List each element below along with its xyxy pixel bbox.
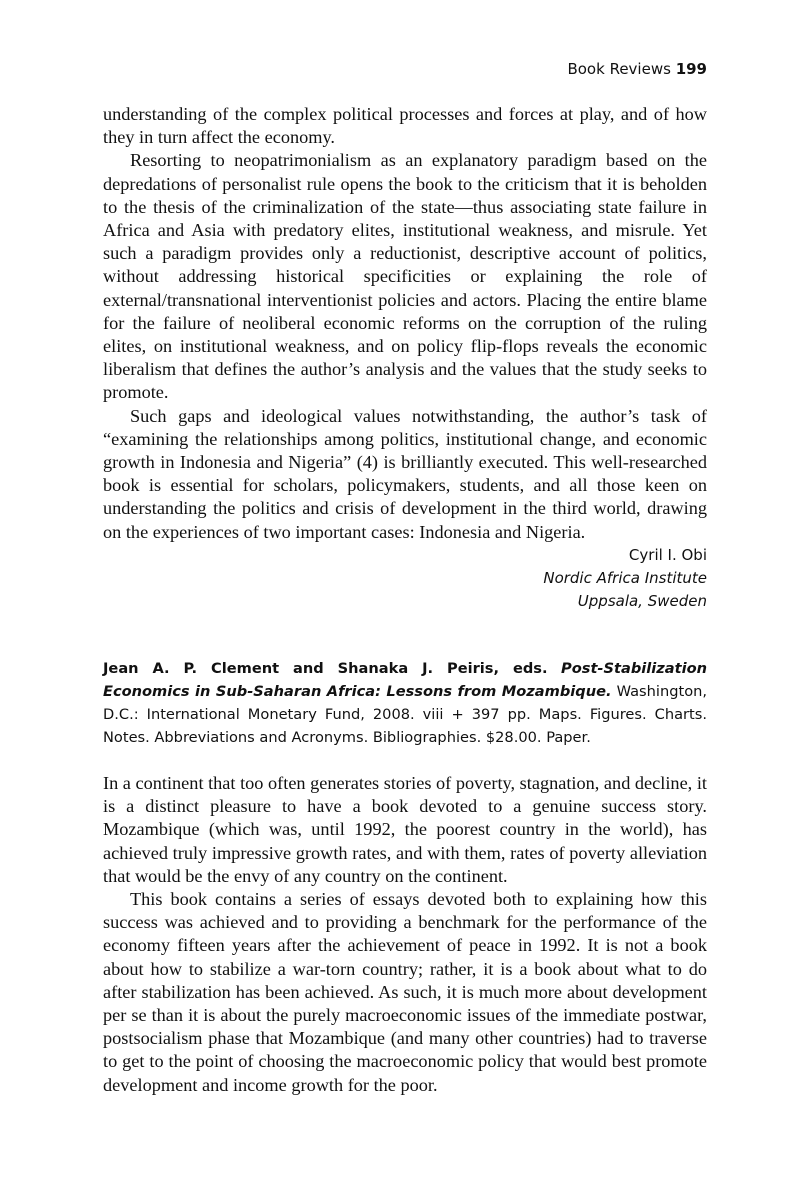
running-head: [567, 60, 707, 78]
reviewer-institution: Nordic Africa Institute: [543, 568, 707, 587]
reviewer-name: Cyril I. Obi: [628, 545, 707, 564]
book-title: Post-Stabilization Economics in Sub-Saharan Africa: Lessons from Mozambique.: [103, 660, 708, 700]
book-citation-header: [103, 657, 707, 749]
reviewer-location: Uppsala, Sweden: [577, 591, 707, 610]
book-authors: Jean A. P. Clement and Shanaka J. Peiris, eds.: [103, 660, 548, 677]
review-paragraph: Such gaps and ideological values notwithstanding, the author’s task of “examining the relationships among politics, institutional change, and economic growth in Indonesia and Nigeria” (4) is brilliantly executed. This well-researched book is essential for scholars, policymakers, students, and all those keen on understanding the politics and crisis of development in the third world, drawing on the experiences of two important cases: Indonesia and Nigeria.: [103, 405, 707, 542]
review-paragraph: This book contains a series of essays devoted both to explaining how this success was achieved and to providing a benchmark for the performance of the economy fifteen years after the achievement of peace in 1992. It is not a book about how to stabilize a war-torn country; rather, it is a book about what to do after stabilization has been achieved. As such, it is much more about development per se than it is about the purely macroeconomic issues of the immediate postwar, postsocialism phase that Mozambique (and many other countries) had to traverse to get to the point of choosing the macroeconomic policy that would best promote development and income growth for the poor.: [103, 889, 707, 1095]
review-paragraph: In a continent that too often generates stories of poverty, stagnation, and decline, it is a distinct pleasure to have a book devoted to a genuine success story. Mozambique (which was, until 1992, the poorest country in the world), has achieved truly impressive growth rates, and with them, rates of poverty alleviation that would be the envy of any country on the continent.: [103, 773, 707, 886]
page-number: 199: [675, 60, 707, 78]
review-cyril-obi: [103, 103, 707, 613]
review-paragraph: Resorting to neopatrimonialism as an explanatory paradigm based on the depredations of personalist rule opens the book to the criticism that it is beholden to the thesis of the criminalization of the state—thus associating state failure in Africa and Asia with predatory elites, institutional weakness, and misrule. Yet such a paradigm provides only a reductionist, descriptive account of politics, without addressing historical specificities or explaining the role of external/transnational interventionist policies and actors. Placing the entire blame for the failure of neoliberal economic reforms on the corruption of the ruling elites, on institutional weakness, and on policy flip-flops reveals the economic liberalism that defines the author’s analysis and the values that the study seeks to promote.: [103, 150, 707, 403]
review-mozambique: [103, 772, 707, 1097]
review-paragraph: understanding of the complex political processes and forces at play, and of how they in turn affect the economy.: [103, 104, 707, 148]
book-publication-info: Washington, D.C.: International Monetary Fund, 2008. viii + 397 pp. Maps. Figures. Charts. Notes. Abbreviations and Acronyms. Bibliographies. $28.00. Paper.: [103, 683, 708, 746]
running-head-section: Book Reviews: [567, 60, 671, 78]
reviewer-signature: [103, 544, 707, 613]
